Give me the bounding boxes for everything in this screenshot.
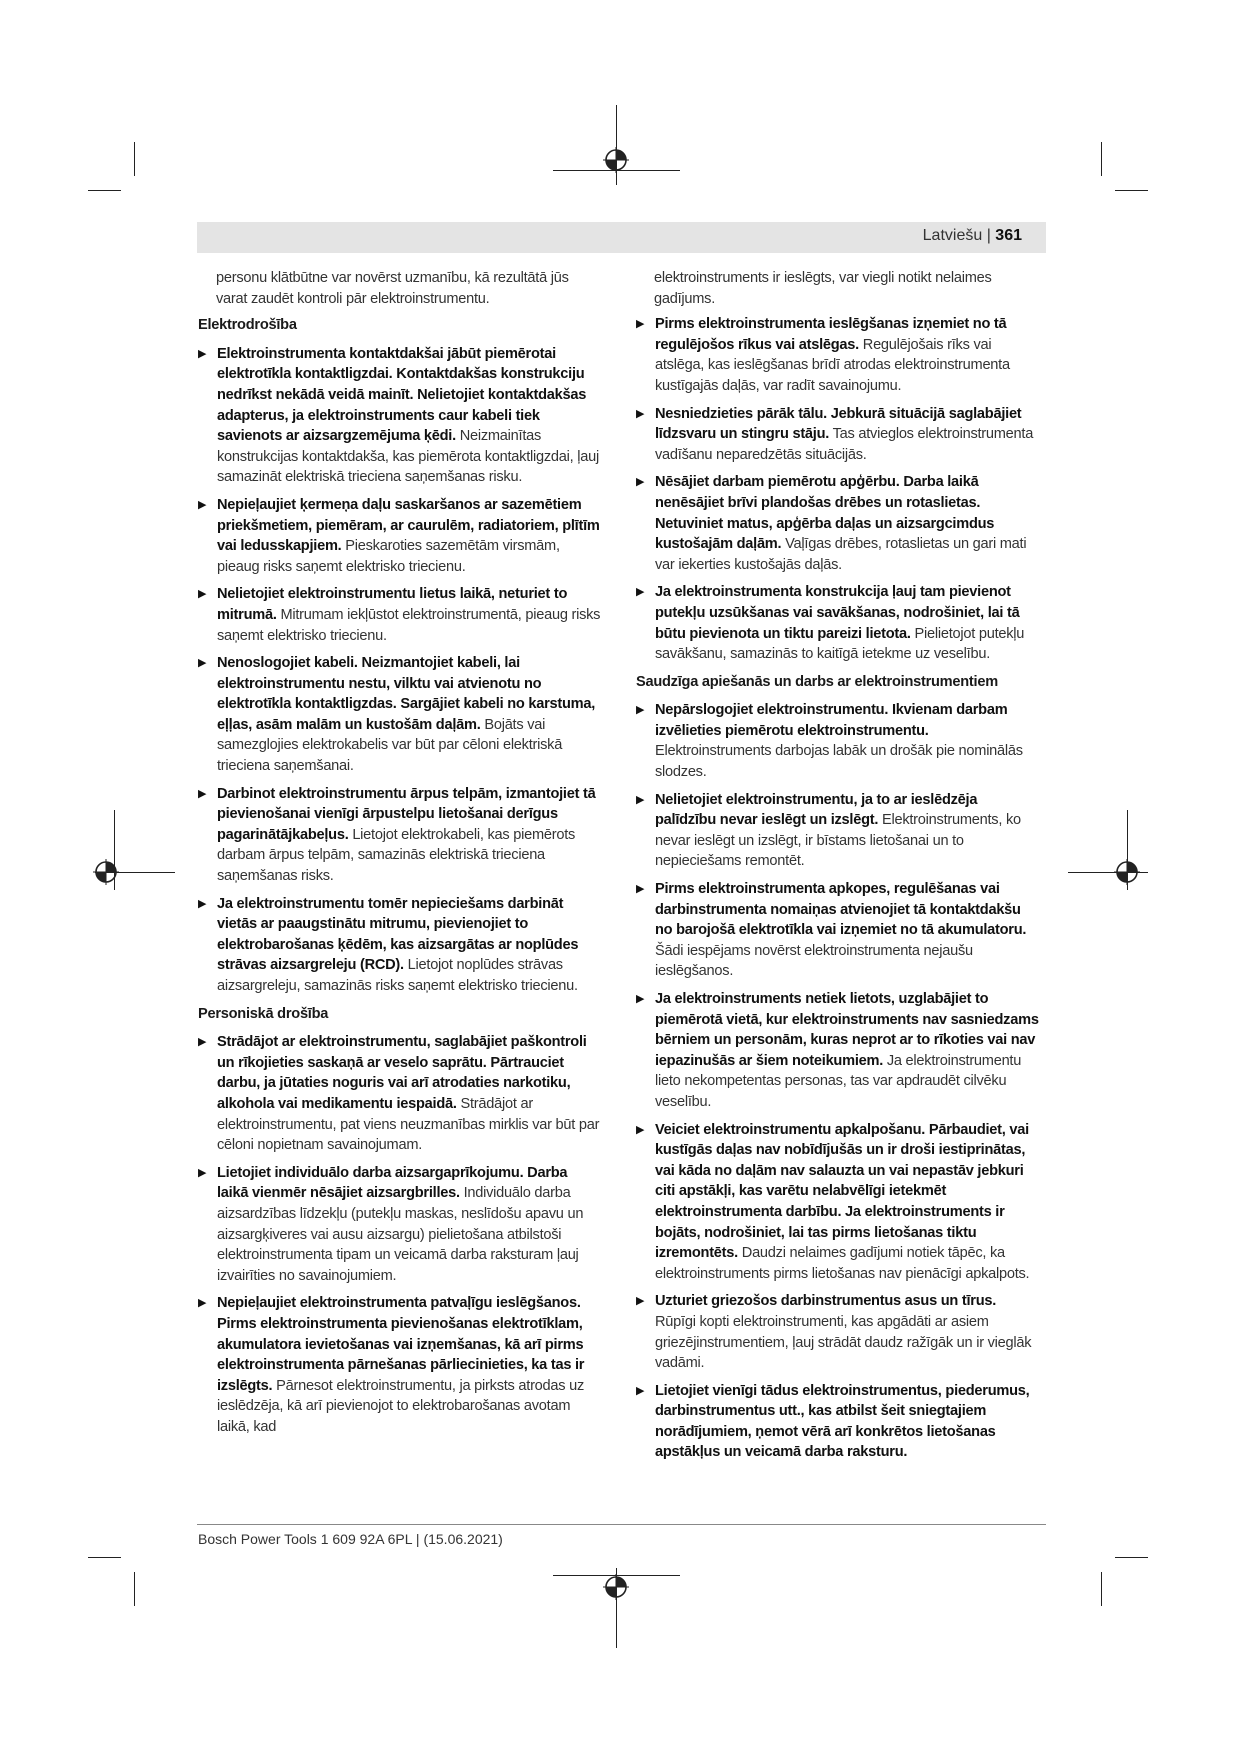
- list-item: ▶ Veiciet elektroinstrumentu apkalpošanu. Pārbaudiet, vai kustīgās daļas nav nobīdījušās un ir droši iestiprinātas, vai kāda no daļām nav salauzta un vai nepastāv jebkuri citi apstākļi, kas varētu nelabvēlīgi ietekmēt elektroinstrumenta darbību. Ja elektroinstruments ir bojāts, nodrošiniet, lai tas pirms lietošanas tiktu izremontēts. Daudzi nelaimes gadījumi notiek tāpēc, ka elektroinstruments pirms lietošanas nav pienācīgi apkalpots.: [636, 1121, 1030, 1282]
- list-item: ▶ Pirms elektroinstrumenta apkopes, regulēšanas vai darbinstrumenta nomaiņas atvienojiet tā kontaktdakšu no barojošā elektrotīkla vai izņemiet no tā akumulatoru. Šādi iespējams novērst elektroinstrumenta nejaušu ieslēgšanos.: [636, 881, 1027, 980]
- bullet-arrow-icon: ▶: [636, 1384, 645, 1397]
- bullet-arrow-icon: ▶: [198, 787, 207, 800]
- bullet-arrow-icon: ▶: [198, 657, 207, 670]
- list-item: ▶ Darbinot elektroinstrumentu ārpus telpām, izmantojiet tā pievienošanai vienīgi ārpustelpu lietošanai derīgus pagarinātājkabeļus. Lietojot elektrokabeli, kas piemērots darbam ārpus telpām, samazinās elektriskā trieciena saņemšanas risks.: [198, 785, 596, 885]
- section-heading-tool-care: Saudzīga apiešanās un darbs ar elektroinstrumentiem: [636, 673, 998, 690]
- registration-target-icon: [603, 147, 629, 173]
- list-item: ▶ Strādājot ar elektroinstrumentu, saglabājiet paškontroli un rīkojieties saskaņā ar veselo saprātu. Pārtrauciet darbu, ja jūtaties noguris vai arī atrodaties narkotiku, alkohola vai medikamentu iespaidā. Strādājot ar elektroinstrumentu, pat viens neuzmanības mirklis var būt par cēloni nopietnam savainojumam.: [198, 1034, 600, 1154]
- header-separator: |: [982, 227, 996, 244]
- crop-mark: [134, 1572, 135, 1606]
- list-item: ▶ Nesniedzieties pārāk tālu. Jebkurā situācijā saglabājiet līdzsvaru un stingru stāju. Tas atvieglos elektroinstrumenta vadīšanu neparedzētās situācijās.: [636, 405, 1034, 463]
- page-footer: Bosch Power Tools 1 609 92A 6PL | (15.06.2021): [198, 1531, 503, 1547]
- crop-mark: [1115, 1557, 1148, 1558]
- bullet-arrow-icon: ▶: [198, 1036, 207, 1049]
- registration-target-icon: [1114, 859, 1140, 885]
- list-item: ▶ Lietojiet individuālo darba aizsargaprīkojumu. Darba laikā vienmēr nēsājiet aizsargbrilles. Individuālo darba aizsardzības līdzekļu (putekļu maskas, neslīdošu apavu un aizsargķiveres vai ausu aizsargu) pielietošana atbilstoši elektroinstrumenta tipam un veicamā darba raksturam ļauj izvairīties no savainojumiem.: [198, 1164, 584, 1284]
- crop-mark: [1101, 1572, 1102, 1606]
- crop-mark: [134, 142, 135, 176]
- bullet-arrow-icon: ▶: [636, 793, 645, 806]
- bullet-arrow-icon: ▶: [198, 347, 207, 360]
- bullet-arrow-icon: ▶: [198, 897, 207, 910]
- list-item: ▶ Nelietojiet elektroinstrumentu lietus laikā, neturiet to mitrumā. Mitrumam iekļūstot elektroinstrumentā, pieaug risks saņemt elektrisko triecienu.: [198, 586, 601, 644]
- right-column: [636, 268, 1040, 1470]
- list-item: ▶ Nelietojiet elektroinstrumentu, ja to ar ieslēdzēja palīdzību nevar ieslēgt un izslēgt. Elektroinstruments, ko nevar ieslēgt un izslēgt, ir bīstams lietošanai un to nepieciešams remontēt.: [636, 791, 1021, 870]
- header-label: [923, 227, 1022, 245]
- bullet-arrow-icon: ▶: [636, 993, 645, 1005]
- section-heading-electrical-safety: Elektrodrošība: [198, 317, 297, 334]
- header-language: Latviešu: [922, 227, 983, 244]
- list-item: ▶ Elektroinstrumenta kontaktdakšai jābūt piemērotai elektrotīkla kontaktligzdai. Kontaktdakšas konstrukciju nedrīkst nekādā veidā mainīt. Nelietojiet kontaktdakšas adapterus, ja elektroinstruments caur kabeli tiek savienots ar aizsargzemējuma ķēdi. Neizmainītas konstrukcijas kontaktdakša, kas piemērota kontaktligzdai, ļauj samazināt elektriskā trieciena saņemšanas risku.: [198, 345, 599, 486]
- list-item: ▶ Ja elektroinstrumentu tomēr nepieciešams darbināt vietās ar paaugstinātu mitrumu, pievienojiet to elektrobarošanas ķēdēm, kas aizsargātas ar noplūdes strāvas aizsargreleju (RCD). Lietojot noplūdes strāvas aizsargreleju, samazinās risks saņemt elektrisko triecienu.: [198, 895, 579, 994]
- page-header: [197, 222, 1046, 253]
- bullet-arrow-icon: ▶: [636, 407, 645, 420]
- bullet-arrow-icon: ▶: [636, 586, 645, 599]
- list-item: ▶ Ja elektroinstruments netiek lietots, uzglabājiet to piemērotā vietā, kur elektroinstruments nav sasniedzams bērniem un personām, kuras neprot ar to rīkoties vai nav iepazinušās ar šiem noteikumiem. Ja elektroinstrumentu lieto nekompetentas personas, tas var apdraudēt cilvēku veselību.: [636, 991, 1039, 1110]
- bullet-arrow-icon: ▶: [636, 883, 645, 896]
- crop-mark: [1115, 190, 1148, 191]
- registration-target-icon: [603, 1574, 629, 1600]
- list-item: ▶ Ja elektroinstrumenta konstrukcija ļauj tam pievienot putekļu uzsūkšanas vai savākšanas, nodrošiniet, lai tā būtu pievienota un tiktu pareizi lietota. Pielietojot putekļu savākšanu, samazinās to kaitīgā ietekme uz veselību.: [636, 584, 1025, 663]
- list-item: ▶ Lietojiet vienīgi tādus elektroinstrumentus, piederumus, darbinstrumentus utt., kas atbilst šeit sniegtajiem norādījumiem, ņemot vērā arī konkrētos lietošanas apstākļus un veicamā darba raksturu.: [636, 1382, 1030, 1461]
- list-item: ▶ Nepieļaujiet ķermeņa daļu saskaršanos ar sazemētiem priekšmetiem, piemēram, ar caurulēm, radiatoriem, plītīm vai ledusskapjiem. Pieskaroties sazemētām virsmām, pieaug risks saņemt elektrisko triecienu.: [198, 496, 600, 575]
- page-number: 361: [995, 227, 1022, 244]
- list-item: ▶ Uzturiet griezošos darbinstrumentus asus un tīrus. Rūpīgi kopti elektroinstrumenti, kas apgādāti ar asiem griezējinstrumentiem, ļauj strādāt daudz ražīgāk un ir vieglāk vadāmi.: [636, 1293, 1032, 1372]
- bullet-arrow-icon: ▶: [636, 1123, 645, 1136]
- crop-mark: [88, 190, 121, 191]
- bullet-arrow-icon: ▶: [198, 1166, 207, 1179]
- bullet-arrow-icon: ▶: [636, 704, 645, 717]
- bullet-arrow-icon: ▶: [198, 1297, 207, 1310]
- list-item: ▶ Pirms elektroinstrumenta ieslēgšanas izņemiet no tā regulējošos rīkus vai atslēgas. Regulējošais rīks vai atslēga, kas ieslēgšanas brīdī atrodas elektroinstrumenta kustīgajās daļās, var radīt savainojumu.: [636, 316, 1010, 394]
- crop-mark: [1101, 142, 1102, 176]
- list-item: ▶ Nenoslogojiet kabeli. Neizmantojiet kabeli, lai elektroinstrumentu nestu, vilktu vai atvienotu no elektrotīkla kontaktligzdas. Sargājiet kabeli no karstuma, eļļas, asām malām un kustošām daļām. Bojāts vai samezglojies elektrokabelis var būt par cēloni elektriskā trieciena saņemšanai.: [198, 655, 596, 775]
- bullet-arrow-icon: ▶: [198, 498, 207, 511]
- left-column: [198, 268, 602, 1444]
- bullet-arrow-icon: ▶: [636, 476, 645, 489]
- bullet-arrow-icon: ▶: [198, 588, 207, 601]
- list-item: ▶ Nepieļaujiet elektroinstrumenta patvaļīgu ieslēgšanos. Pirms elektroinstrumenta pievienošanas elektrotīklam, akumulatora ievietošanas vai izņemšanas, kā arī pirms elektroinstrumenta pārnešanas pārliecinieties, ka tas ir izslēgts. Pārnesot elektroinstrumentu, ja pirksts atrodas uz ieslēdzēja, kā arī pievienojot to elektrobarošanas avotam laikā, kad: [198, 1295, 585, 1435]
- bullet-arrow-icon: ▶: [636, 318, 645, 331]
- registration-target-icon: [93, 859, 119, 885]
- intro-paragraph: personu klātbūtne var novērst uzmanību, kā rezultātā jūs varat zaudēt kontroli pār elektroinstrumentu.: [216, 270, 569, 307]
- list-item: ▶ Nepārslogojiet elektroinstrumentu. Ikvienam darbam izvēlieties piemērotu elektroinstrumentu. Elektroinstruments darbojas labāk un drošāk pie nominālās slodzes.: [636, 702, 1023, 781]
- crop-mark: [88, 1557, 121, 1558]
- continuation-paragraph: elektroinstruments ir ieslēgts, var viegli notikt nelaimes gadījums.: [654, 270, 992, 307]
- list-item: ▶ Nēsājiet darbam piemērotu apģērbu. Darba laikā nenēsājiet brīvi plandošas drēbes un rotaslietas. Netuviniet matus, apģērba daļas un aizsargcimdus kustošajām daļām. Vaļīgas drēbes, rotaslietas un gari mati var iekerties kustošajās daļās.: [636, 474, 1027, 573]
- footer-divider: [197, 1524, 1046, 1525]
- section-heading-personal-safety: Personiskā drošība: [198, 1005, 329, 1022]
- bullet-arrow-icon: ▶: [636, 1295, 645, 1308]
- registration-line: [616, 105, 617, 185]
